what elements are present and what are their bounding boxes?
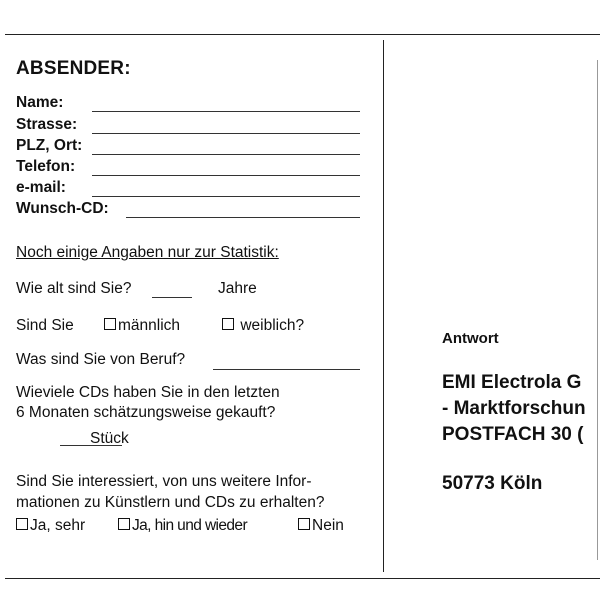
info-question-line1: Sind Sie interessiert, von uns weitere Infor- [16, 473, 312, 490]
option-sometimes-label: Ja, hin und wieder [132, 517, 248, 534]
recipient-line2: - Marktforschun [442, 398, 586, 419]
gender-question: Sind Sie [16, 317, 74, 334]
gender-male-option[interactable] [104, 317, 180, 335]
sender-heading: ABSENDER: [16, 58, 131, 79]
option-sometimes[interactable] [118, 517, 247, 535]
statistics-heading: Noch einige Angaben nur zur Statistik: [16, 244, 279, 261]
option-yes-label: Ja, sehr [30, 517, 86, 534]
zip-city-label: PLZ, Ort: [16, 137, 83, 154]
gender-female-label: weiblich? [240, 317, 305, 334]
gender-female-option[interactable] [222, 317, 304, 335]
email-field[interactable] [92, 196, 360, 197]
age-field[interactable] [152, 297, 192, 298]
bottom-border [5, 578, 600, 579]
top-border [5, 34, 600, 35]
zip-city-field[interactable] [92, 154, 360, 155]
job-question: Was sind Sie von Beruf? [16, 351, 186, 368]
info-question-line2: mationen zu Künstlern und CDs zu erhalten? [16, 494, 325, 511]
checkbox-icon[interactable] [16, 518, 28, 530]
checkbox-icon[interactable] [104, 318, 116, 330]
phone-field[interactable] [92, 175, 360, 176]
cds-unit: Stück [90, 430, 129, 447]
checkbox-icon[interactable] [118, 518, 130, 530]
cds-question-line1: Wieviele CDs haben Sie in den letzten [16, 384, 280, 401]
checkbox-icon[interactable] [222, 318, 234, 330]
street-label: Strasse: [16, 116, 78, 133]
option-yes[interactable] [16, 517, 85, 535]
cds-question-line2: 6 Monaten schätzungsweise gekauft? [16, 404, 276, 421]
wish-cd-field[interactable] [126, 217, 360, 218]
recipient-line3: POSTFACH 30 ( [442, 424, 584, 445]
name-label: Name: [16, 94, 64, 111]
option-no[interactable] [298, 517, 344, 535]
right-edge [597, 60, 598, 560]
wish-cd-label: Wunsch-CD: [16, 200, 109, 217]
street-field[interactable] [92, 133, 360, 134]
job-field[interactable] [213, 369, 360, 370]
recipient-zip-city: 50773 Köln [442, 473, 543, 494]
checkbox-icon[interactable] [298, 518, 310, 530]
reply-label: Antwort [442, 330, 499, 347]
name-field[interactable] [92, 111, 360, 112]
phone-label: Telefon: [16, 158, 76, 175]
option-no-label: Nein [312, 517, 344, 534]
age-unit: Jahre [218, 280, 257, 297]
sender-panel [16, 58, 366, 534]
email-label: e-mail: [16, 179, 66, 196]
gender-male-label: männlich [118, 317, 181, 334]
age-question: Wie alt sind Sie? [16, 280, 132, 297]
recipient-line1: EMI Electrola G [442, 372, 582, 393]
center-divider [383, 40, 384, 572]
